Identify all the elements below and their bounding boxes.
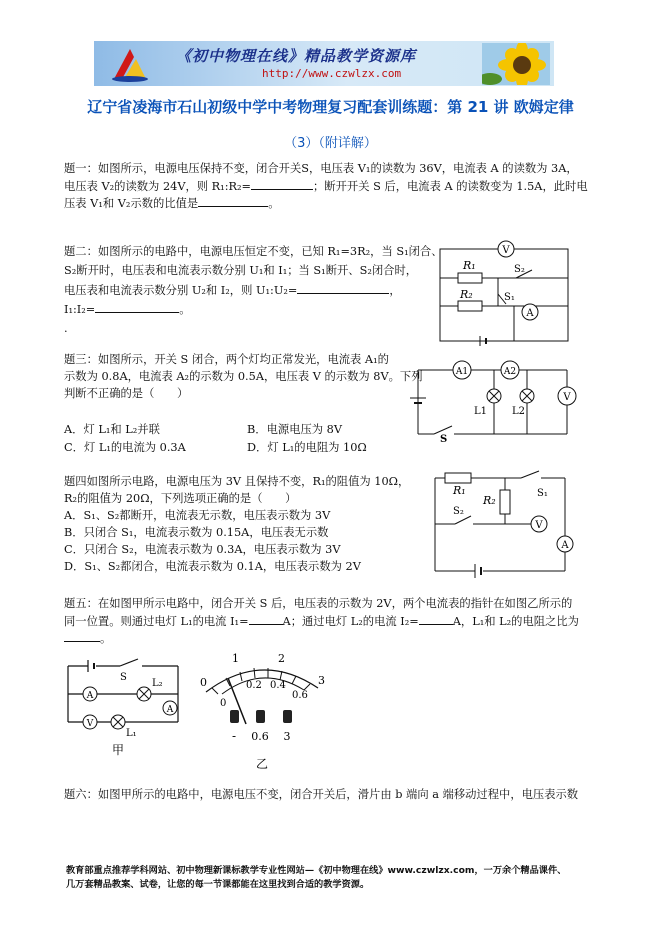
q4-r2-label: R₂ [483, 494, 496, 507]
q3-v-label: V [563, 392, 571, 403]
q2-r2-label: R₂ [460, 288, 473, 301]
q5-scale-bottom-3: 0.6 [292, 690, 308, 701]
q5-scale-bottom-0: 0 [220, 698, 227, 709]
page-footer [66, 864, 566, 892]
q5-caption-jia: 甲 [111, 743, 125, 756]
q5-terminal-3: 3 [283, 730, 291, 743]
q2-line4: I₁:I₂= 。 [64, 300, 191, 318]
q1-line3: 压表 V₁和 V₂示数的比值是 。 [64, 194, 280, 212]
q5-voltmeter-label: V [86, 719, 94, 729]
q3-a1-label: A1 [455, 367, 469, 377]
q3-a2-label: A2 [503, 367, 517, 377]
q2-line1: 题二：如图所示的电路中，电源电压恒定不变，已知 R₁=3R₂，当 S₁闭合、 [64, 245, 443, 258]
q3-line1: 题三：如图所示，开关 S 闭合，两个灯均正常发光，电流表 A₁的 [64, 353, 389, 366]
q1-line1: 题一：如图所示，电源电压保持不变，闭合开关S，电压表 V₁的读数为 36V，电流表 A 的读数为 3A， [64, 162, 578, 175]
q5-terminal-06: 0.6 [251, 730, 269, 743]
q2-line2: S₂断开时，电压表和电流表示数分别 U₁和 I₁；当 S₁断开、S₂闭合时， [64, 264, 418, 277]
banner-title: 《初中物理在线》精品教学资源库 [176, 47, 417, 65]
banner-url: http://www.czwlzx.com [262, 67, 402, 80]
q2-r1-label: R₁ [463, 259, 476, 272]
q5-scale-top-2: 2 [278, 652, 285, 665]
q4-option-b: B．只闭合 S₁，电流表示数为 0.15A，电压表无示数 [64, 526, 329, 539]
q3-line2: 示数为 0.8A，电流表 A₂的示数为 0.5A，电压表 V 的示数为 8V。下列 [64, 370, 423, 383]
q3-option-b: B．电源电压为 8V [247, 423, 343, 436]
q3-option-d: D．灯 L₁的电阻为 10Ω [247, 441, 367, 454]
q2-circuit-diagram [430, 236, 580, 351]
q3-l1-label: L1 [474, 406, 488, 417]
q3-line3: 判断不正确的是（ ） [64, 387, 189, 400]
header-banner [94, 41, 554, 86]
q2-dot: . [64, 322, 68, 335]
q4-option-a: A．S₁、S₂都断开，电流表无示数，电压表示数为 3V [64, 509, 331, 522]
q5-scale-bottom-1: 0.2 [246, 680, 262, 691]
q4-v-label: V [535, 520, 543, 531]
site-logo-icon [110, 45, 150, 83]
q3-s-label: S [440, 434, 448, 444]
q2-ammeter-label: A [526, 308, 534, 319]
footer-line1: 教育部重点推荐学科网站、初中物理新课标教学专业性网站—《初中物理在线》www.czwlzx.com，一万余个精品课件、 [66, 865, 567, 876]
q4-line2: R₂的阻值为 20Ω，下列选项正确的是（ ） [64, 492, 297, 505]
q5-l1-label: L₁ [126, 728, 137, 739]
q5-line3: 。 [64, 629, 111, 647]
q4-option-d: D．S₁、S₂都闭合，电流表示数为 0.1A，电压表示数为 2V [64, 560, 361, 573]
q3-circuit-diagram [404, 354, 584, 444]
doc-title-line2: （3）（附详解） [284, 136, 377, 151]
q4-s1-label: S₁ [537, 488, 548, 499]
q4-line1: 题四如图所示电路，电源电压为 3V 且保持不变，R₁的阻值为 10Ω， [64, 475, 410, 488]
q5-scale-bottom-2: 0.4 [270, 680, 286, 691]
q3-option-c: C．灯 L₁的电流为 0.3A [64, 441, 186, 454]
q5-scale-top-0: 0 [200, 676, 207, 689]
doc-title-line1: 辽宁省凌海市石山初级中学中考物理复习配套训练题：第 21 讲 欧姆定律 [87, 98, 574, 116]
q5-caption-yi: 乙 [255, 757, 269, 771]
q4-option-c: C．只闭合 S₂，电流表示数为 0.3A，电压表示数为 3V [64, 543, 341, 556]
q5-circuit-jia [60, 656, 190, 756]
q2-s2-label: S₂ [514, 264, 525, 275]
q5-ammeter1-label: A [86, 691, 94, 701]
q5-ammeter-dial [192, 648, 332, 784]
q3-option-a: A．灯 L₁和 L₂并联 [64, 423, 160, 436]
q2-line3: 电压表和电流表示数分别 U₂和 I₂，则 U₁:U₂= ， [64, 281, 401, 299]
q5-s-label: S [120, 672, 127, 683]
q4-circuit-diagram [425, 468, 575, 580]
q5-line1: 题五：在如图甲所示电路中，闭合开关 S 后，电压表的示数为 2V，两个电流表的指针在如图乙所示的 [64, 597, 573, 610]
q3-l2-label: L2 [512, 406, 526, 417]
q4-a-label: A [561, 540, 569, 551]
q1-line2: 电压表 V₂的读数为 24V，则 R₁:R₂= ；断开开关 S 后，电流表 A 的读数变为 1.5A，此时电 [64, 177, 588, 195]
q2-s1-label: S₁ [504, 292, 515, 303]
q4-s2-label: S₂ [453, 506, 464, 517]
q5-line2: 同一位置。则通过电灯 L₁的电流 I₁= A；通过电灯 L₂的电流 I₂= A，L₁和 L₂的电阻之比为 [64, 612, 579, 630]
q6-line1: 题六：如图甲所示的电路中，电源电压不变，闭合开关后，滑片由 b 端向 a 端移动过程中，电压表示数 [64, 788, 579, 801]
q2-voltmeter-label: V [502, 245, 510, 256]
q5-scale-top-3: 3 [318, 674, 325, 687]
sunflower-icon [482, 43, 550, 85]
q5-l2-label: L₂ [152, 678, 163, 689]
q5-scale-top-1: 1 [232, 652, 239, 665]
q5-terminal-neg: - [231, 729, 237, 743]
footer-line2: 几万套精品教案、试卷，让您的每一节课都能在这里找到合适的教学资源。 [66, 879, 370, 890]
q4-r1-label: R₁ [453, 484, 466, 497]
q5-ammeter2-label: A [166, 705, 174, 715]
